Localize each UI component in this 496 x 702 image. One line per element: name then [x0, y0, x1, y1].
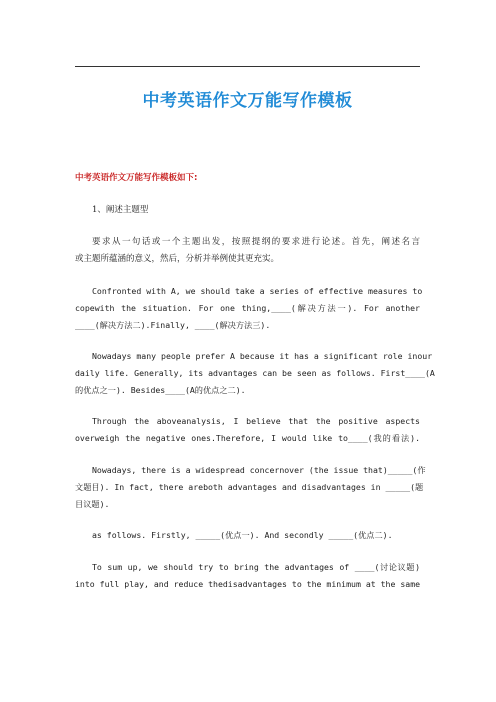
paragraph-line: 要求从一句话或一个主题出发，按照提纲的要求进行论述。首先，阐述名言 [92, 237, 420, 247]
paragraph-line: Through the aboveanalysis, I believe that the positive aspects [92, 416, 420, 426]
paragraph-line: Confronted with A, we should take a series of effective measures to [92, 286, 423, 296]
paragraph-line: To sum up, we should try to bring the advantages of ____(讨论议题) [92, 562, 420, 572]
top-divider [75, 66, 420, 67]
paragraph-line: daily life. Generally, its advantages can be seen as follows. First____(A [75, 368, 435, 378]
paragraph-line: as follows. Firstly, _____(优点一). And secondly _____(优点二). [92, 530, 393, 540]
paragraph-line: 或主题所蕴涵的意义，然后，分析并举例使其更充实。 [75, 254, 280, 264]
paragraph-line: 文题目). In fact, there areboth advantages and disadvantages in _____(题 [75, 482, 424, 492]
paragraph-line: Nowadays, there is a widespread concernover (the issue that)_____(作 [92, 465, 426, 475]
section-heading: 1、阐述主题型 [92, 205, 149, 215]
paragraph-line: Nowadays many people prefer A because it has a significant role inour [92, 351, 433, 361]
document-subtitle: 中考英语作文万能写作模板如下: [75, 173, 198, 183]
paragraph-line: into full play, and reduce thedisadvantages to the minimum at the same [75, 579, 421, 589]
document-title: 中考英语作文万能写作模板 [142, 91, 353, 111]
paragraph-line: 目议题). [75, 499, 110, 509]
paragraph-line: ____(解决方法二).Finally, ____(解决方法三). [75, 320, 271, 330]
paragraph-line: copewith the situation. For one thing,____(解决方法一). For another [75, 303, 420, 313]
paragraph-line: overweigh the negative ones.Therefore, I would like to____(我的看法). [75, 433, 420, 443]
paragraph-line: 的优点之一). Besides____(A的优点之二). [75, 385, 246, 395]
